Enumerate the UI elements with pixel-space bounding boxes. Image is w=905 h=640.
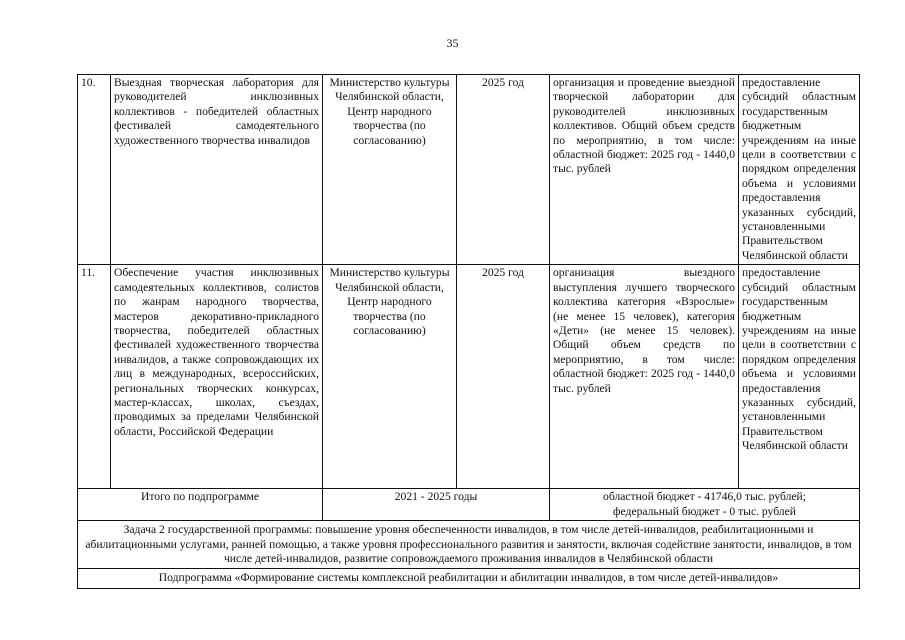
program-table xyxy=(77,74,860,589)
total-label: Итого по подпрограмме xyxy=(78,489,323,521)
financing-mechanism: предоставление субсидий областным государственным бюджетным учреждениям на иные цели в соответствии с порядком определения объема и условиями предоставления указанных субсидий, установленными Правительством Челябинской области xyxy=(739,75,860,265)
total-years: 2021 - 2025 годы xyxy=(323,489,550,521)
row-number: 11. xyxy=(78,265,111,489)
event-name: Выездная творческая лаборатория для руководителей инклюзивных коллективов - победителей областных фестивалей самодеятельного художественного творчества инвалидов xyxy=(111,75,323,265)
table-row xyxy=(78,75,860,265)
regional-budget: областной бюджет - 41746,0 тыс. рублей; xyxy=(603,490,806,504)
table-row xyxy=(78,265,860,489)
row-number: 10. xyxy=(78,75,111,265)
event-name: Обеспечение участия инклюзивных самодеятельных коллективов, солистов по жанрам народного творчества, мастеров декоративно-прикладного творчества, победителей областных фестивалей художественного творчества инвалидов, а также сопровождающих их лиц в международных, всероссийских, региональных творческих конкурсах, мастер-классах, школах, съездах, проводимых за пределами Челябинской области, Российской Федерации xyxy=(111,265,323,489)
period: 2025 год xyxy=(457,265,550,489)
executor: Министерство культуры Челябинской области, Центр народного творчества (по согласованию) xyxy=(323,75,457,265)
task-text: Задача 2 государственной программы: повышение уровня обеспеченности инвалидов, в том числе детей-инвалидов, реабилитационными и абилитационными услугами, ранней помощью, а также уровня профессионального развития и занятости, включая содействие занятости, инвалидов, в том числе детей-инвалидов, развитие сопровождаемого проживания инвалидов в Челябинской области xyxy=(78,521,860,569)
expected-result: организация и проведение выездной творческой лаборатории для руководителей инклюзивных коллективов. Общий объем средств по мероприятию, в том числе: областной бюджет: 2025 год - 1440,0 тыс. рублей xyxy=(550,75,739,265)
task-row xyxy=(78,521,860,569)
financing-mechanism: предоставление субсидий областным государственным бюджетным учреждениям на иные цели в соответствии с порядком определения объема и условиями предоставления указанных субсидий, установленными Правительством Челябинской области xyxy=(739,265,860,489)
subprogram-row xyxy=(78,569,860,588)
total-row xyxy=(78,489,860,521)
period: 2025 год xyxy=(457,75,550,265)
subprogram-title: Подпрограмма «Формирование системы комплексной реабилитации и абилитации инвалидов, в том числе детей-инвалидов» xyxy=(78,569,860,588)
total-budget xyxy=(550,489,860,521)
executor: Министерство культуры Челябинской области, Центр народного творчества (по согласованию) xyxy=(323,265,457,489)
page-number: 35 xyxy=(446,36,459,50)
expected-result: организация выездного выступления лучшего творческого коллектива категория «Взрослые» (не менее 15 человек), категория «Дети» (не менее 15 человек). Общий объем средств по мероприятию, в том числе: областной бюджет: 2025 год - 1440,0 тыс. рублей xyxy=(550,265,739,489)
federal-budget: федеральный бюджет - 0 тыс. рублей xyxy=(613,504,796,518)
